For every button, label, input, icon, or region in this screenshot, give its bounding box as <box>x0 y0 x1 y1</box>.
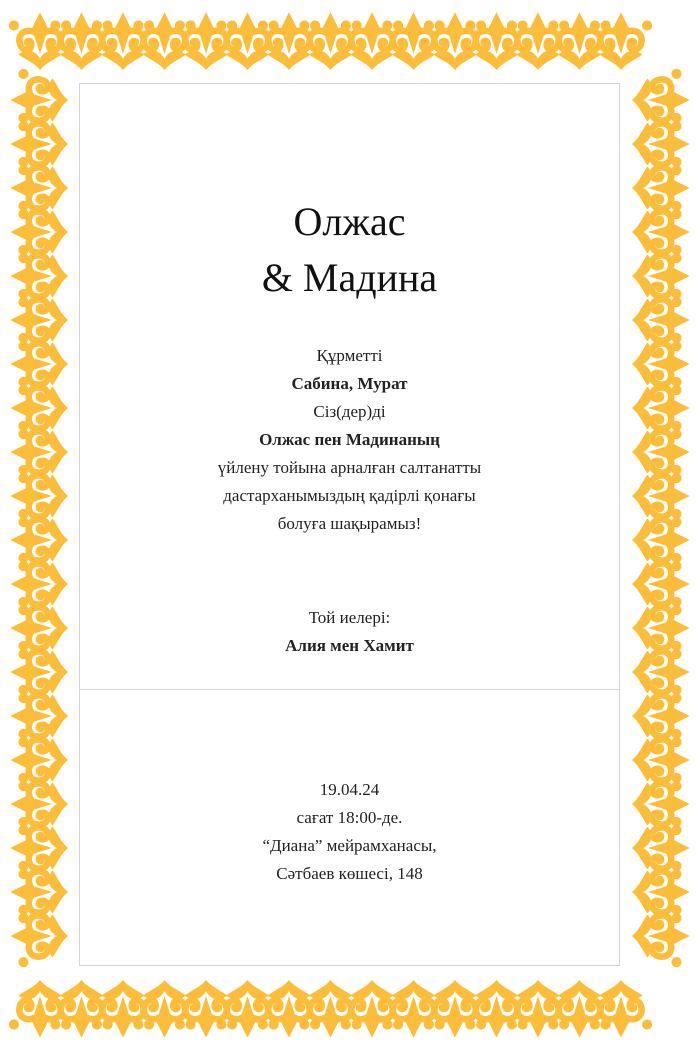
section-divider <box>80 689 619 690</box>
groom-name: Олжас <box>293 199 406 244</box>
hosts-label: Той иелері: <box>308 608 391 627</box>
bride-name: & Мадина <box>261 255 438 300</box>
invite-line-1: үйлену тойына арналған салтанатты <box>217 458 482 477</box>
you-label: Сіз(дер)ді <box>313 402 386 421</box>
ornament-motif <box>591 981 652 1036</box>
event-venue: “Диана” мейрамханасы, <box>262 836 437 855</box>
couple-names <box>80 194 619 306</box>
event-address: Сәтбаев көшесі, 148 <box>276 864 423 883</box>
couple-possessive: Олжас пен Мадинаның <box>259 430 440 449</box>
invite-line-3: болуға шақырамыз! <box>277 514 422 533</box>
invitation-text <box>80 342 619 538</box>
ornament-motif <box>591 14 652 69</box>
dear-label: Құрметті <box>316 346 383 365</box>
invitation-card <box>79 83 620 966</box>
event-details <box>80 776 619 888</box>
invite-line-2: дастарханымыздың қадірлі қонағы <box>223 486 476 505</box>
event-time: сағат 18:00-де. <box>296 808 403 827</box>
hosts-section <box>80 604 619 660</box>
guest-names: Сабина, Мурат <box>291 374 408 393</box>
hosts-names: Алия мен Хамит <box>285 636 414 655</box>
event-date: 19.04.24 <box>319 780 380 799</box>
